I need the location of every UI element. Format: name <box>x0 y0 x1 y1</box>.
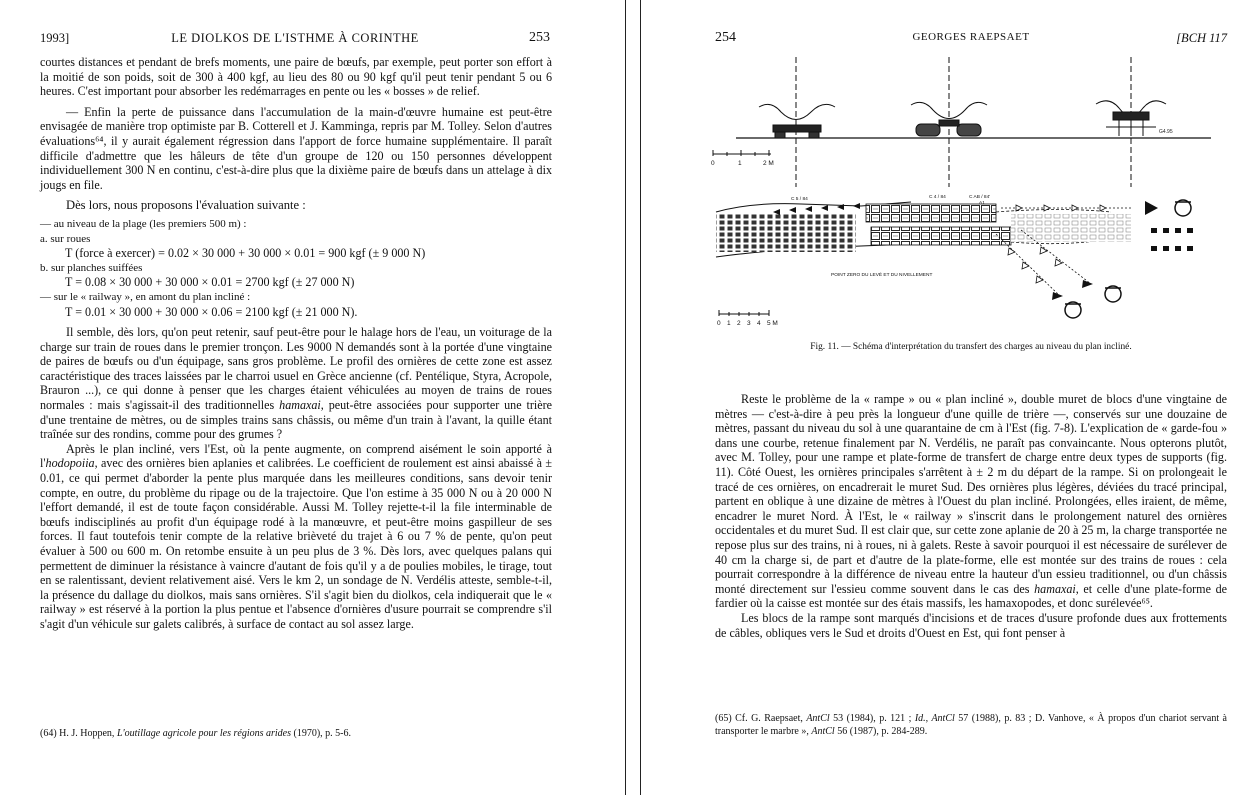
paragraph: — Enfin la perte de puissance dans l'accumulation de la main-d'œuvre humaine est peut-être envisagée de manière trop optimiste par B. Cotterell et J. Kamminga, repris par M. Tolley. Selon d'autres évaluations⁶⁴, il y aurait également régression dans l'apport de force humaine supplémentaire. Il paraît difficile d'admettre que les hâleurs de tête d'un groupe de 120 ou 150 personnes développent individuellement 300 N en continu, c'est-à-dire plus que la dixième paire de bœufs dans un attelage à dix jougs en file. <box>40 104 552 192</box>
text-span: , et celle d'une plate-forme de fardier où la caisse est montée sur des étais massifs, les hamaxopodes, et donc surélevée⁶⁵. <box>715 581 1227 611</box>
text-span: , avec des ornières bien aplanies et calibrées. Le coefficient de roulement est ainsi abaissé à ± 0.01, ce qui permet d'aborder la pente plus marquée dans les meilleures conditions, sans devoir tenir compte, en outre, du problème du ripage ou de la trajectoire. Que l'on estime à 35 000 N ou à 20 000 N l'effort demandé, il est de toute façon considérable. Aussi M. Tolley rejette-t-il la file interminable de bœufs indisciplinés au profit d'un équipage rodé à la manœuvre, et peut-être moins gaspilleur de ses forces. Il faut toutefois tenir compte de la relative brièveté du trajet à 6 ou 7 % de pente, qu'on peut évaluer à 500 ou 600 m. On retombe ensuite à un peu plus de 3 %. Dès lors, avec quelques palans qui permettent de diminuer la résistance à vaincre d'autant de fois qu'il y a de poulies mobiles, le tirage, tout en se ralentissant, devient relativement aisé. Vers le km 2, un sondage de N. Verdélis atteste, semble-t-il, la présence du dallage du diolkos, mais sans ornières. S'il s'agit bien du diolkos, cela indiquerait que le « railway » est réservé à la portion la plus pentue et l'absence d'ornières d'usure pourrait se comprendre s'il s'agit d'un véhicule sur galets calibrés, à surface de contact au sol assez large. <box>40 456 552 631</box>
plan-label: A1 <box>979 201 985 206</box>
text-span: 56 (1987), p. 284-289. <box>834 726 928 737</box>
paragraph <box>40 325 552 442</box>
text-span: 53 (1984), p. 121 ; <box>829 713 915 724</box>
left-body <box>40 55 552 632</box>
right-page <box>643 0 1255 795</box>
figure-caption: Fig. 11. — Schéma d'interprétation du transfert des charges au niveau du plan incliné. <box>810 342 1132 352</box>
calculation-block <box>40 198 552 319</box>
italic-term: hodopoiia <box>45 456 95 471</box>
footnote-64 <box>40 727 552 740</box>
scale-bottom-label: 2 <box>737 320 741 327</box>
header-title: LE DIOLKOS DE L'ISTHME À CORINTHE <box>171 31 419 45</box>
calc-equation: T = 0.01 × 30 000 + 30 000 × 0.06 = 2100 kgf (± 21 000 N). <box>65 304 358 319</box>
italic-term: Id., AntCl <box>914 713 955 724</box>
scale-bottom-label: 5 M <box>767 320 778 327</box>
left-page <box>0 0 623 795</box>
calc-line: a. sur roues <box>40 232 91 245</box>
running-header <box>715 31 1227 47</box>
footnote-65 <box>715 712 1227 738</box>
header-year: 1993] <box>40 31 70 45</box>
header-page-number: 253 <box>529 30 550 45</box>
right-body <box>715 392 1227 640</box>
text-span: Après le plan incliné, vers l'Est, où la pente augmente, on comprend aisément le soin apporté à l' <box>40 441 552 471</box>
scale-top-label: 0 <box>711 160 715 167</box>
italic-title: L'outillage agricole pour les régions arides <box>116 728 292 739</box>
figure-11-drawing <box>711 52 1231 330</box>
italic-term: AntCl <box>811 726 835 737</box>
text-span: (1970), p. 5-6. <box>291 728 352 739</box>
header-author: GEORGES RAEPSAET <box>912 31 1030 43</box>
text-span: (65) Cf. G. Raepsaet, <box>715 713 807 724</box>
route-arrows-east <box>1001 205 1131 211</box>
text-span: 57 (1988), p. 83 ; D. Vanhove, « À propos d'un chariot servant à transporter le marbre », <box>715 713 1227 737</box>
scale-top-label: 1 <box>738 160 742 167</box>
text-span: (64) H. J. Hoppen, <box>40 728 117 739</box>
header-page-number: 254 <box>715 30 736 45</box>
paragraph <box>715 392 1227 611</box>
sledge-symbols <box>1151 228 1193 251</box>
text-span: , peut-être associées pour supporter une trière d'une trentaine de mètres, ou de simples trains sans châssis, ou même d'un train à l'avant, la quille étant traînée sur des rondins, comme pour des grumes ? <box>40 398 552 442</box>
scale-bottom-label: 0 <box>717 320 721 327</box>
scale-top-label: 2 M <box>763 160 774 167</box>
plan-label: C 5 / 84 <box>791 197 808 202</box>
text-span: Il semble, dès lors, qu'on peut retenir, sauf peut-être pour le halage hors de l'eau, un voiturage de la charge sur train de roues dans le premier tronçon. Les 9000 N demandés sont à la portée d'une vingtaine de paires de bœufs ou d'un équipage, sans gros problème. Le profil des ornières de cette zone est assez caractéristique des traces laissées par le charroi usuel en Grèce ancienne (cf. Pentélique, Styra, Acropole, Brauron ...), ce qui donne à penser que les charges étaient véhiculées au moyen de trains de roues normales : mais s'agissait-il des traditionnelles <box>40 325 552 413</box>
header-journal: [BCH 117 <box>1176 31 1227 45</box>
italic-term: hamaxai <box>279 398 321 413</box>
italic-term: AntCl <box>806 713 830 724</box>
paragraph: Les blocs de la rampe sont marqués d'incisions et de traces d'usure profonde dues aux frottements de câbles, obliques vers le Sud et droits d'Ouest en Est, qui font penser à <box>715 610 1227 640</box>
elevation-label: G4.95 <box>1159 129 1173 135</box>
elevation-section <box>736 57 1211 187</box>
paragraph <box>40 442 552 632</box>
calc-line: — sur le « railway », en amont du plan incliné : <box>40 290 251 303</box>
plan-label: C AB / 84' <box>969 195 991 200</box>
italic-term: hamaxai <box>1034 581 1076 596</box>
text-span: Reste le problème de la « rampe » ou « plan incliné », double muret de blocs d'une vingtaine de mètres — c'est-à-dire à peu près la longueur d'une quille de trière —, conservés sur une douzaine de mètres, passant du niveau du sol à une quarantaine de cm à l'Est (fig. 7-8). L'explication de « garde-fou » dans une courbe, retenue finalement par N. Verdélis, ne paraît pas convaincante. Nous opterons plutôt, avec M. Tolley, pour une rampe et plate-forme de transfert de charge entre deux types de supports (fig. 11). Côté Ouest, les ornières principales s'arrêtent à ± 2 m du départ de la rampe. Si on prolongeait le tracé de ces ornières, on encadrerait le muret Sud. Des ornières plus légères, déviées du tracé principal, partent en oblique à une dizaine de mètres à l'Ouest du plan incliné. Prolongées, elles iraient, de même, encadrer le muret Nord. À l'Est, le « railway » s'inscrit dans le prolongement naturel des ornières occidentales et du muret Sud. Il est clair que, sur cette zone aplanie de 20 à 25 m, la charge transportée ne repose plus sur des trains, ni à roues, ni à galets. Reste à savoir pourquoi il est nécessaire de surélever de 40 cm la charge si, de part et d'autre de la plate-forme, elle est montée sur des trains de roues : cela pourrait correspondre à la différence de niveau entre la hauteur d'un essieu traditionnel, ou d'un châssis monté directement sur l'essieu comme souvent dans le cas des <box>715 392 1227 596</box>
calc-line: b. sur planches suiffées <box>40 261 143 274</box>
paragraph: courtes distances et pendant de brefs moments, une paire de bœufs, par exemple, peut porter son effort à la moitié de son poids, soit de 300 à 400 kgf, au lieu des 80 ou 90 kgf qu'il peut tenir pendant 5 ou 6 heures. C'est important pour absorber les redémarrages en pente ou les « bosses » de relief. <box>40 55 552 99</box>
page-gutter <box>623 0 643 795</box>
scale-bar-top <box>713 150 771 156</box>
calc-intro: Dès lors, nous proposons l'évaluation suivante : <box>66 198 306 213</box>
calc-equation: T = 0.08 × 30 000 + 30 000 × 0.01 = 2700 kgf (± 27 000 N) <box>65 275 355 290</box>
scale-bottom-label: 1 <box>727 320 731 327</box>
calc-line: — au niveau de la plage (les premiers 500 m) : <box>40 217 247 230</box>
scale-bar-bottom <box>719 310 769 316</box>
plan-label: C 4 / 84 <box>929 195 946 200</box>
plan-label: POINT ZERO DU LEVÉ ET DU NIVELLEMENT <box>831 273 933 278</box>
scale-bottom-label: 3 <box>747 320 751 327</box>
calc-equation: T (force à exercer) = 0.02 × 30 000 + 30 000 × 0.01 = 900 kgf (± 9 000 N) <box>65 246 426 261</box>
arrow-head-large <box>1145 201 1158 215</box>
running-header <box>40 31 550 47</box>
scale-bottom-label: 4 <box>757 320 761 327</box>
